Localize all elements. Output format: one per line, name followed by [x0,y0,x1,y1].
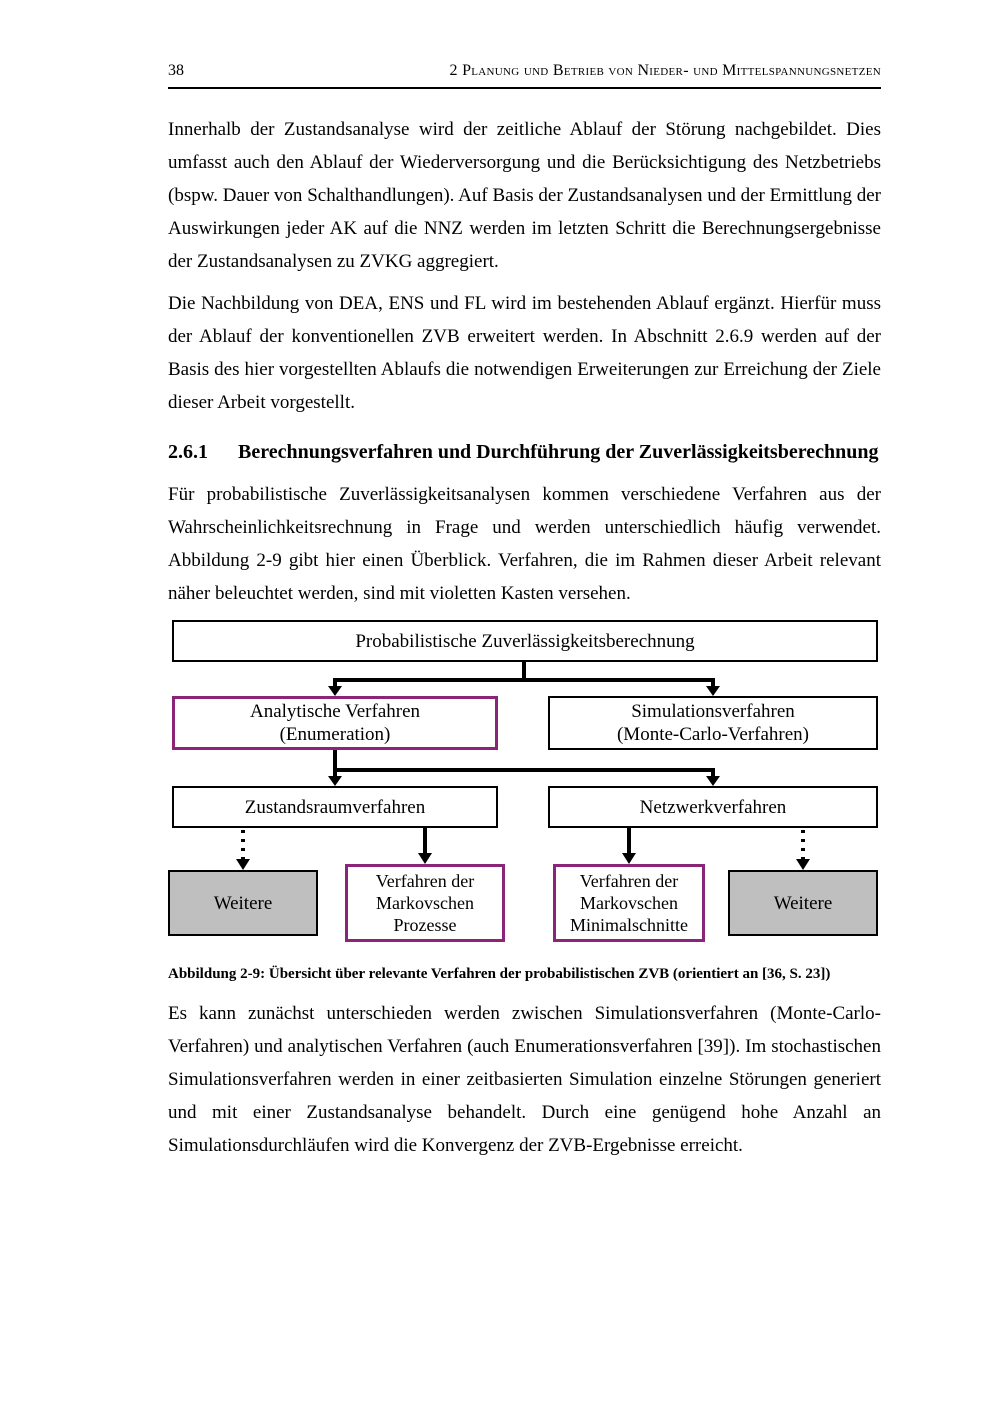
node-netzwerkverfahren [548,786,878,828]
arrowhead-to-weitere-right [796,859,810,870]
node-label: Verfahren der [375,871,475,891]
node-label: Minimalschnitte [570,915,688,935]
node-label: Weitere [213,892,273,914]
node-label: Probabilistische Zuverlässigkeitsberechnung [355,630,695,652]
node-zustandsraumverfahren [172,786,498,828]
page-number: 38 [168,62,184,79]
paragraph-zustandsanalyse: Innerhalb der Zustandsanalyse wird der zeitliche Ablauf der Störung nachgebildet. Dies umfasst auch den Ablauf der Wiederversorgung und die Berücksichtigung des Netzbetriebs (bspw. Dauer von Schalthandlungen). Auf Basis der Zustandsanalysen und der Ermittlung der Auswirkungen jeder AK auf die NNZ werden im letzten Schritt die Berechnungsergebnisse der Zustandsanalysen zu ZVKG aggregiert. [168,119,881,272]
running-header-title: 2 Planung und Betrieb von Nieder- und Mittelspannungsnetzen [449,62,881,79]
node-simulationsverfahren [548,696,878,750]
section-title: Berechnungsverfahren und Durchführung der Zuverlässigkeitsberechnung [238,441,879,463]
node-label: Markovschen [376,893,474,913]
header-rule [168,87,881,89]
node-markovsche-prozesse [345,864,505,942]
paragraph-verfahren-ueberblick: Für probabilistische Zuverlässigkeitsanalysen kommen verschiedene Verfahren aus der Wahrscheinlichkeitsrechnung in Frage und werden unterschiedlich häufig verwendet. Abbildung 2-9 gibt hier einen Überblick. Verfahren, die im Rahmen dieser Arbeit relevant näher beleuchtet werden, sind mit violetten Kasten versehen. [168,484,881,604]
section-heading-2-6-1 [168,441,881,464]
page-header [168,62,881,80]
node-markovsche-minimalschnitte [553,864,705,942]
arrowhead-to-weitere-left [236,859,250,870]
node-label: Netzwerkverfahren [639,796,787,818]
node-label: Zustandsraumverfahren [244,796,426,818]
node-label: (Monte-Carlo-Verfahren) [616,724,810,745]
node-label: Analytische Verfahren [249,701,421,722]
node-label: Markovschen [580,893,678,913]
figure-caption: Abbildung 2-9: Übersicht über relevante Verfahren der probabilistischen ZVB (orientiert an [36, S. 23]) [168,966,831,982]
arrowhead-to-state-space [328,776,342,786]
node-label: (Enumeration) [279,724,391,745]
node-analytische-verfahren [172,696,498,750]
paragraph-simulation-analytisch: Es kann zunächst unterschieden werden zwischen Simulationsverfahren (Monte-Carlo-Verfahren) und analytischen Verfahren (auch Enumerationsverfahren [39]). Im stochastischen Simulationsverfahren werden in einer zeitbasierten Simulation einzelne Störungen generiert und mit einer Zustandsanalyse behandelt. Durch eine genügend hohe Anzahl an Simulationsdurchläufen wird die Konvergenz der ZVB-Ergebnisse erreicht. [168,1003,881,1156]
arrowhead-to-analytic [328,686,342,696]
node-label: Weitere [773,892,833,914]
node-label: Simulationsverfahren [631,701,795,722]
paragraph-nachbildung: Die Nachbildung von DEA, ENS und FL wird im bestehenden Ablauf ergänzt. Hierfür muss der Ablauf der konventionellen ZVB erweitert werden. In Abschnitt 2.6.9 werden auf der Basis des hier vorgestellten Ablaufs die notwendigen Erweiterungen zur Erreichung der Ziele dieser Arbeit vorgestellt. [168,293,881,413]
node-probabilistische-zvb [172,620,878,662]
arrowhead-to-network [706,776,720,786]
arrowhead-to-markov-processes [418,853,432,864]
figure-2-9-diagram [168,620,881,942]
arrowhead-to-simulation [706,686,720,696]
section-number: 2.6.1 [168,441,208,463]
node-weitere-left [168,870,318,936]
arrowhead-to-markov-min-cuts [622,853,636,864]
node-weitere-right [728,870,878,936]
node-label: Prozesse [393,915,457,935]
node-label: Verfahren der [579,871,679,891]
